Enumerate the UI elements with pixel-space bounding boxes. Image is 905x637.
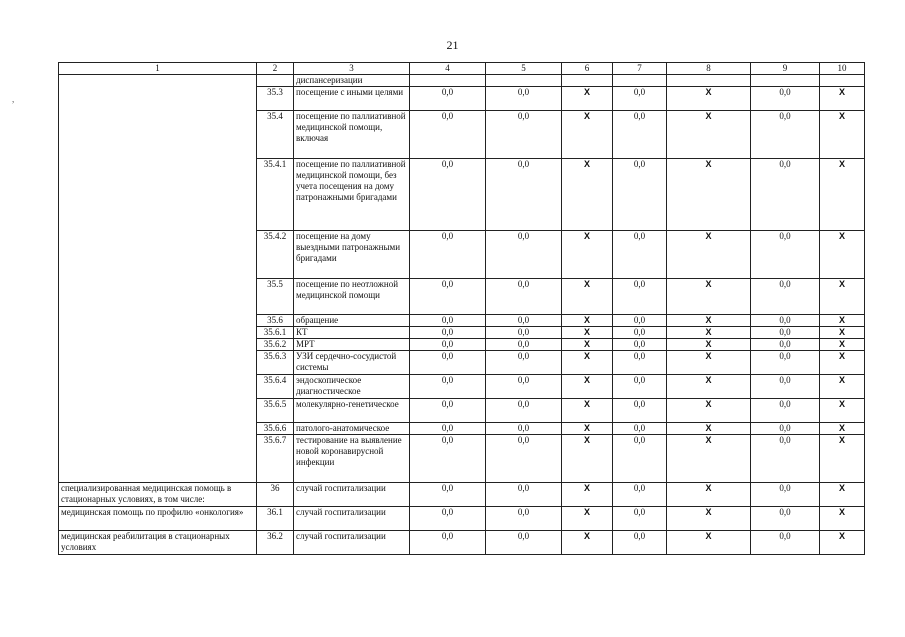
value-cell-9: 0,0 bbox=[751, 231, 820, 279]
value-cell-9: 0,0 bbox=[751, 507, 820, 531]
code-cell: 35.6.7 bbox=[257, 435, 294, 483]
header-col-2: 2 bbox=[257, 63, 294, 75]
value-cell-8: X bbox=[667, 111, 751, 159]
table-header-row bbox=[59, 63, 865, 75]
value-cell-4: 0,0 bbox=[410, 531, 486, 555]
name-cell: эндоскопическое диагностическое bbox=[294, 375, 410, 399]
value-cell-8: X bbox=[667, 375, 751, 399]
code-cell: 35.6.2 bbox=[257, 339, 294, 351]
category-cell-continued bbox=[59, 75, 257, 483]
value-cell-5: 0,0 bbox=[486, 327, 562, 339]
value-cell-9: 0,0 bbox=[751, 423, 820, 435]
value-cell-4: 0,0 bbox=[410, 351, 486, 375]
value-cell-10: X bbox=[820, 375, 865, 399]
name-cell: УЗИ сердечно-сосудистой системы bbox=[294, 351, 410, 375]
value-cell-9: 0,0 bbox=[751, 375, 820, 399]
name-cell: МРТ bbox=[294, 339, 410, 351]
value-cell-9: 0,0 bbox=[751, 159, 820, 231]
value-cell-6: X bbox=[562, 351, 613, 375]
value-cell-7: 0,0 bbox=[613, 159, 667, 231]
name-cell: случай госпитализации bbox=[294, 507, 410, 531]
name-cell: КТ bbox=[294, 327, 410, 339]
table-row bbox=[59, 483, 865, 507]
value-cell-7: 0,0 bbox=[613, 375, 667, 399]
value-cell-4: 0,0 bbox=[410, 507, 486, 531]
header-col-9: 9 bbox=[751, 63, 820, 75]
code-cell: 35.4.1 bbox=[257, 159, 294, 231]
table-row bbox=[59, 531, 865, 555]
value-cell-5: 0,0 bbox=[486, 111, 562, 159]
code-cell: 35.4.2 bbox=[257, 231, 294, 279]
data-table bbox=[58, 62, 865, 555]
value-cell-4: 0,0 bbox=[410, 399, 486, 423]
value-cell-8: X bbox=[667, 423, 751, 435]
value-cell-7: 0,0 bbox=[613, 231, 667, 279]
margin-mark: , bbox=[12, 94, 15, 104]
value-cell-4: 0,0 bbox=[410, 327, 486, 339]
value-cell-7: 0,0 bbox=[613, 339, 667, 351]
value-cell-10: X bbox=[820, 87, 865, 111]
name-cell: обращение bbox=[294, 315, 410, 327]
header-col-3: 3 bbox=[294, 63, 410, 75]
value-cell-5: 0,0 bbox=[486, 375, 562, 399]
code-cell: 35.5 bbox=[257, 279, 294, 315]
value-cell-10: X bbox=[820, 483, 865, 507]
value-cell-5: 0,0 bbox=[486, 483, 562, 507]
value-cell-6: X bbox=[562, 327, 613, 339]
code-cell: 36.1 bbox=[257, 507, 294, 531]
value-cell-6: X bbox=[562, 423, 613, 435]
value-cell-4: 0,0 bbox=[410, 231, 486, 279]
value-cell-10: X bbox=[820, 435, 865, 483]
value-cell-6: X bbox=[562, 159, 613, 231]
value-cell bbox=[486, 75, 562, 87]
value-cell-9: 0,0 bbox=[751, 315, 820, 327]
value-cell-9: 0,0 bbox=[751, 435, 820, 483]
value-cell-7: 0,0 bbox=[613, 423, 667, 435]
page-number: 21 bbox=[446, 38, 459, 52]
value-cell-4: 0,0 bbox=[410, 87, 486, 111]
value-cell-5: 0,0 bbox=[486, 435, 562, 483]
value-cell-7: 0,0 bbox=[613, 507, 667, 531]
value-cell-7: 0,0 bbox=[613, 315, 667, 327]
category-cell: медицинская реабилитация в стационарных условиях bbox=[59, 531, 257, 555]
value-cell-4: 0,0 bbox=[410, 483, 486, 507]
code-cell: 35.6.5 bbox=[257, 399, 294, 423]
value-cell bbox=[667, 75, 751, 87]
value-cell-6: X bbox=[562, 375, 613, 399]
value-cell-9: 0,0 bbox=[751, 87, 820, 111]
value-cell-9: 0,0 bbox=[751, 351, 820, 375]
value-cell-10: X bbox=[820, 399, 865, 423]
value-cell bbox=[613, 75, 667, 87]
value-cell bbox=[751, 75, 820, 87]
value-cell-5: 0,0 bbox=[486, 159, 562, 231]
value-cell-9: 0,0 bbox=[751, 531, 820, 555]
name-cell: посещение по неотложной медицинской помощи bbox=[294, 279, 410, 315]
value-cell-5: 0,0 bbox=[486, 507, 562, 531]
value-cell-5: 0,0 bbox=[486, 339, 562, 351]
value-cell-10: X bbox=[820, 231, 865, 279]
code-cell: 35.6.6 bbox=[257, 423, 294, 435]
name-cell: посещение по паллиативной медицинской помощи, включая bbox=[294, 111, 410, 159]
code-cell: 35.4 bbox=[257, 111, 294, 159]
value-cell-5: 0,0 bbox=[486, 231, 562, 279]
value-cell-6: X bbox=[562, 111, 613, 159]
value-cell-10: X bbox=[820, 111, 865, 159]
code-cell: 35.3 bbox=[257, 87, 294, 111]
header-col-6: 6 bbox=[562, 63, 613, 75]
name-cell: случай госпитализации bbox=[294, 531, 410, 555]
name-cell: посещение на дому выездными патронажными бригадами bbox=[294, 231, 410, 279]
value-cell-8: X bbox=[667, 351, 751, 375]
value-cell-4: 0,0 bbox=[410, 159, 486, 231]
category-cell: медицинская помощь по профилю «онкология» bbox=[59, 507, 257, 531]
name-cell: посещение по паллиативной медицинской помощи, без учета посещения на дому патронажными бригадами bbox=[294, 159, 410, 231]
value-cell-8: X bbox=[667, 315, 751, 327]
header-col-8: 8 bbox=[667, 63, 751, 75]
header-col-1: 1 bbox=[59, 63, 257, 75]
header-col-10: 10 bbox=[820, 63, 865, 75]
value-cell-8: X bbox=[667, 279, 751, 315]
value-cell-5: 0,0 bbox=[486, 423, 562, 435]
value-cell-8: X bbox=[667, 483, 751, 507]
name-cell: посещение с иными целями bbox=[294, 87, 410, 111]
value-cell-9: 0,0 bbox=[751, 399, 820, 423]
value-cell-6: X bbox=[562, 483, 613, 507]
value-cell-5: 0,0 bbox=[486, 87, 562, 111]
value-cell-4: 0,0 bbox=[410, 279, 486, 315]
category-cell: специализированная медицинская помощь в стационарных условиях, в том числе: bbox=[59, 483, 257, 507]
value-cell-9: 0,0 bbox=[751, 111, 820, 159]
value-cell-7: 0,0 bbox=[613, 327, 667, 339]
name-cell: тестирование на выявление новой коронавирусной инфекции bbox=[294, 435, 410, 483]
code-cell bbox=[257, 75, 294, 87]
value-cell-6: X bbox=[562, 231, 613, 279]
name-cell: случай госпитализации bbox=[294, 483, 410, 507]
value-cell-5: 0,0 bbox=[486, 531, 562, 555]
value-cell-4: 0,0 bbox=[410, 111, 486, 159]
value-cell-7: 0,0 bbox=[613, 111, 667, 159]
value-cell-8: X bbox=[667, 435, 751, 483]
value-cell-8: X bbox=[667, 87, 751, 111]
value-cell-4: 0,0 bbox=[410, 375, 486, 399]
value-cell-4: 0,0 bbox=[410, 423, 486, 435]
value-cell-10: X bbox=[820, 423, 865, 435]
value-cell-10: X bbox=[820, 507, 865, 531]
value-cell-10: X bbox=[820, 315, 865, 327]
value-cell-6: X bbox=[562, 279, 613, 315]
table-row bbox=[59, 75, 865, 87]
value-cell-4: 0,0 bbox=[410, 339, 486, 351]
value-cell-6: X bbox=[562, 531, 613, 555]
value-cell-6: X bbox=[562, 87, 613, 111]
code-cell: 35.6.3 bbox=[257, 351, 294, 375]
value-cell-6: X bbox=[562, 315, 613, 327]
name-cell: патолого-анатомическое bbox=[294, 423, 410, 435]
value-cell-9: 0,0 bbox=[751, 327, 820, 339]
value-cell-10: X bbox=[820, 351, 865, 375]
value-cell bbox=[410, 75, 486, 87]
code-cell: 35.6.4 bbox=[257, 375, 294, 399]
value-cell-8: X bbox=[667, 339, 751, 351]
value-cell-10: X bbox=[820, 327, 865, 339]
value-cell-10: X bbox=[820, 531, 865, 555]
value-cell-6: X bbox=[562, 507, 613, 531]
code-cell: 36 bbox=[257, 483, 294, 507]
header-col-5: 5 bbox=[486, 63, 562, 75]
value-cell-7: 0,0 bbox=[613, 351, 667, 375]
value-cell-5: 0,0 bbox=[486, 351, 562, 375]
value-cell-7: 0,0 bbox=[613, 87, 667, 111]
code-cell: 35.6.1 bbox=[257, 327, 294, 339]
value-cell-6: X bbox=[562, 399, 613, 423]
code-cell: 36.2 bbox=[257, 531, 294, 555]
value-cell-7: 0,0 bbox=[613, 531, 667, 555]
value-cell-8: X bbox=[667, 327, 751, 339]
value-cell-7: 0,0 bbox=[613, 279, 667, 315]
value-cell-6: X bbox=[562, 339, 613, 351]
value-cell-10: X bbox=[820, 339, 865, 351]
value-cell-8: X bbox=[667, 231, 751, 279]
value-cell-8: X bbox=[667, 531, 751, 555]
value-cell-10: X bbox=[820, 159, 865, 231]
value-cell-7: 0,0 bbox=[613, 483, 667, 507]
value-cell-5: 0,0 bbox=[486, 279, 562, 315]
value-cell-9: 0,0 bbox=[751, 279, 820, 315]
name-cell: диспансеризации bbox=[294, 75, 410, 87]
name-cell: молекулярно-генетическое bbox=[294, 399, 410, 423]
value-cell-9: 0,0 bbox=[751, 339, 820, 351]
value-cell-10: X bbox=[820, 279, 865, 315]
value-cell bbox=[820, 75, 865, 87]
value-cell-7: 0,0 bbox=[613, 435, 667, 483]
table-row bbox=[59, 507, 865, 531]
value-cell-8: X bbox=[667, 399, 751, 423]
value-cell-4: 0,0 bbox=[410, 435, 486, 483]
value-cell-9: 0,0 bbox=[751, 483, 820, 507]
value-cell-5: 0,0 bbox=[486, 399, 562, 423]
value-cell-8: X bbox=[667, 507, 751, 531]
header-col-4: 4 bbox=[410, 63, 486, 75]
value-cell-6: X bbox=[562, 435, 613, 483]
value-cell-5: 0,0 bbox=[486, 315, 562, 327]
value-cell-8: X bbox=[667, 159, 751, 231]
value-cell-7: 0,0 bbox=[613, 399, 667, 423]
code-cell: 35.6 bbox=[257, 315, 294, 327]
value-cell-4: 0,0 bbox=[410, 315, 486, 327]
value-cell bbox=[562, 75, 613, 87]
header-col-7: 7 bbox=[613, 63, 667, 75]
